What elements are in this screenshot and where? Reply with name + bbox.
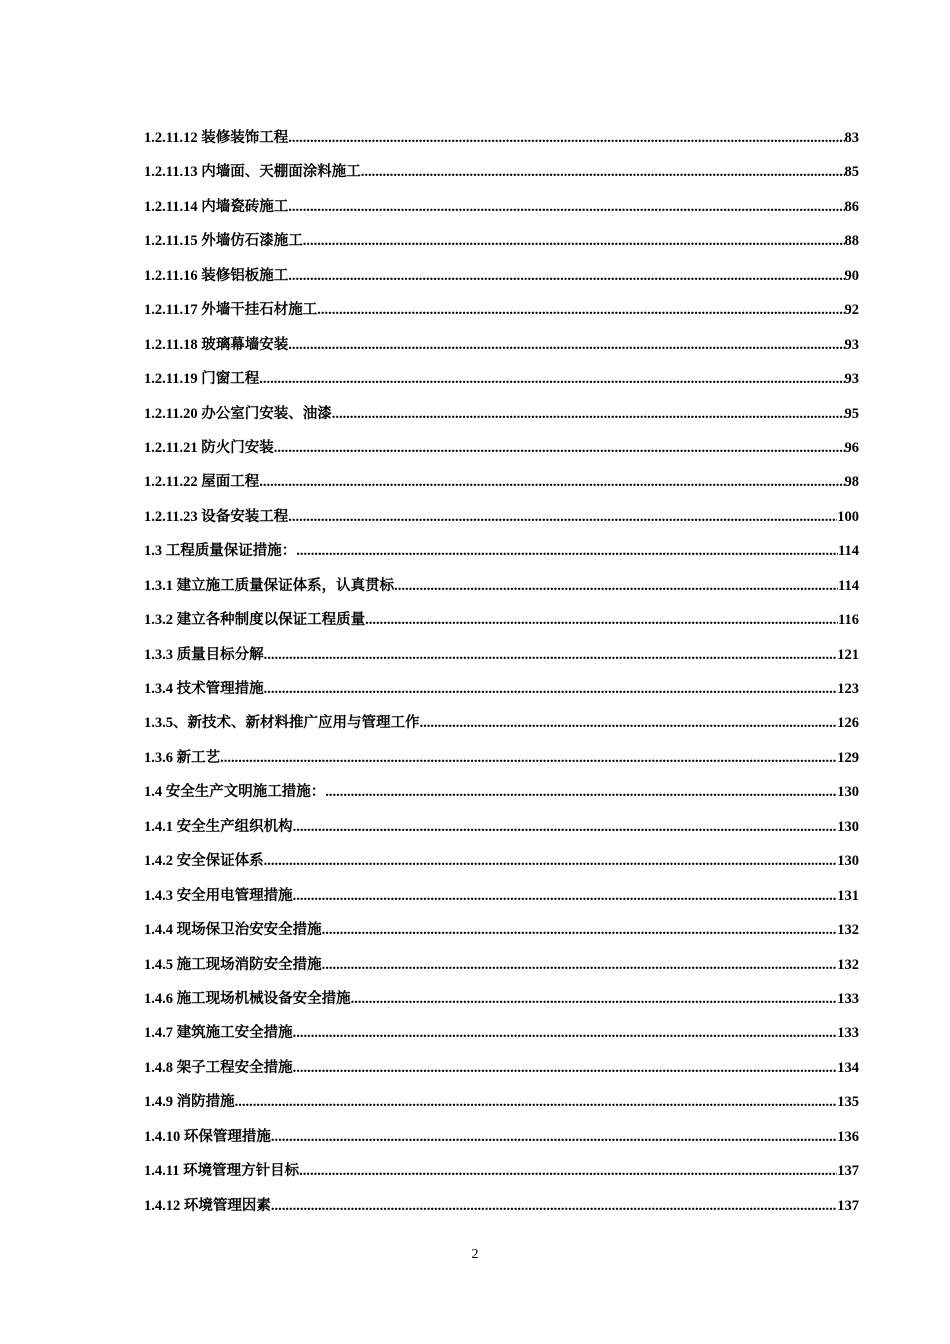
toc-entry[interactable] (144, 1120, 859, 1154)
toc-entry-title: 1.3 工程质量保证措施： (144, 543, 297, 560)
toc-entry-title: 1.3.1 建立施工质量保证体系，认真贯标 (144, 577, 395, 594)
toc-leader-dots (274, 431, 845, 465)
toc-entry-page: 92 (844, 302, 859, 319)
toc-entry[interactable] (144, 224, 859, 258)
toc-leader-dots (293, 810, 838, 844)
toc-leader-dots (317, 293, 844, 327)
toc-entry-title: 1.4.11 环境管理方针目标 (144, 1163, 300, 1180)
toc-leader-dots (264, 672, 838, 706)
toc-entry-page: 90 (844, 267, 859, 284)
toc-entry[interactable] (144, 706, 859, 740)
toc-entry-title: 1.2.11.19 门窗工程 (144, 371, 260, 388)
toc-leader-dots (288, 259, 844, 293)
toc-entry-title: 1.4.4 现场保卫治安安全措施 (144, 922, 322, 939)
toc-entry-title: 1.2.11.22 屋面工程 (144, 474, 260, 491)
toc-leader-dots (303, 224, 845, 258)
toc-entry-page: 93 (844, 371, 859, 388)
table-of-contents (144, 121, 859, 1223)
toc-entry-title: 1.2.11.15 外墙仿石漆施工 (144, 233, 303, 250)
toc-entry-page: 100 (837, 508, 859, 525)
toc-entry[interactable] (144, 982, 859, 1016)
toc-entry-page: 126 (837, 715, 859, 732)
toc-leader-dots (271, 1189, 837, 1223)
page-number: 2 (471, 1247, 479, 1262)
toc-entry-title: 1.3.4 技术管理措施 (144, 681, 264, 697)
toc-entry-title: 1.4.5 施工现场消防安全措施 (144, 956, 322, 973)
toc-entry-page: 132 (837, 956, 859, 973)
toc-entry-title: 1.2.11.21 防火门安装 (144, 439, 274, 456)
toc-entry-page: 130 (837, 818, 859, 835)
toc-entry-page: 134 (837, 1059, 859, 1076)
toc-entry-page: 135 (837, 1094, 859, 1111)
toc-entry-page: 131 (837, 887, 859, 904)
toc-entry-page: 130 (837, 784, 859, 801)
toc-entry-title: 1.3.2 建立各种制度以保证工程质量 (144, 612, 366, 629)
toc-entry-page: 133 (837, 1025, 859, 1042)
toc-entry-page: 95 (844, 405, 859, 422)
toc-entry[interactable] (144, 362, 859, 396)
toc-entry[interactable] (144, 293, 859, 327)
toc-leader-dots (288, 500, 837, 534)
toc-entry-page: 133 (837, 990, 859, 1007)
toc-entry-page: 137 (837, 1163, 859, 1180)
toc-entry-title: 1.4.10 环保管理措施 (144, 1128, 271, 1145)
toc-leader-dots (288, 190, 844, 224)
toc-entry-page: 88 (844, 233, 859, 250)
toc-entry-title: 1.4.9 消防措施 (144, 1094, 235, 1111)
toc-entry-page: 136 (837, 1128, 859, 1145)
toc-entry-title: 1.2.11.20 办公室门安装、油漆 (144, 405, 332, 422)
toc-leader-dots (220, 741, 837, 775)
toc-entry[interactable] (144, 397, 859, 431)
toc-entry[interactable] (144, 1189, 859, 1223)
toc-entry[interactable] (144, 879, 859, 913)
toc-entry[interactable] (144, 775, 859, 809)
toc-entry[interactable] (144, 672, 859, 706)
toc-entry-title: 1.3.5、新技术、新材料推广应用与管理工作 (144, 715, 420, 732)
toc-entry-title: 1.4.3 安全用电管理措施 (144, 887, 293, 904)
toc-entry[interactable] (144, 534, 859, 568)
toc-entry-page: 86 (844, 198, 859, 215)
toc-entry[interactable] (144, 190, 859, 224)
toc-entry-title: 1.3.3 质量目标分解 (144, 646, 264, 663)
toc-entry-title: 1.4.6 施工现场机械设备安全措施 (144, 990, 351, 1007)
toc-entry-title: 1.3.6 新工艺 (144, 749, 221, 766)
toc-leader-dots (420, 706, 838, 740)
toc-entry-page: 129 (837, 749, 859, 766)
toc-entry-page: 123 (837, 681, 859, 697)
toc-leader-dots (296, 534, 838, 568)
toc-entry-page: 96 (844, 439, 859, 456)
toc-entry[interactable] (144, 259, 859, 293)
toc-entry[interactable] (144, 500, 859, 534)
toc-entry[interactable] (144, 431, 859, 465)
toc-entry-title: 1.2.11.18 玻璃幕墙安装 (144, 336, 289, 353)
toc-entry[interactable] (144, 155, 859, 189)
toc-entry-title: 1.2.11.16 装修铝板施工 (144, 267, 289, 284)
toc-leader-dots (365, 603, 838, 637)
toc-entry-page: 114 (838, 577, 859, 594)
toc-entry[interactable] (144, 913, 859, 947)
toc-entry-title: 1.2.11.13 内墙面、天棚面涂料施工 (144, 164, 361, 181)
toc-entry-title: 1.4.2 安全保证体系 (144, 853, 264, 870)
toc-entry[interactable] (144, 328, 859, 362)
toc-leader-dots (235, 1085, 838, 1119)
toc-leader-dots (288, 328, 844, 362)
toc-leader-dots (361, 155, 845, 189)
toc-leader-dots (259, 465, 844, 499)
toc-leader-dots (293, 1051, 838, 1085)
toc-entry[interactable] (144, 948, 859, 982)
toc-entry-page: 121 (837, 646, 859, 663)
toc-entry[interactable] (144, 1016, 859, 1050)
toc-entry-page: 132 (837, 922, 859, 939)
toc-entry-title: 1.4.1 安全生产组织机构 (144, 818, 293, 835)
toc-entry-title: 1.4.7 建筑施工安全措施 (144, 1025, 293, 1042)
toc-leader-dots (322, 913, 838, 947)
toc-leader-dots (288, 121, 844, 155)
toc-entry[interactable] (144, 638, 859, 672)
toc-leader-dots (264, 638, 838, 672)
toc-entry-page: 130 (837, 853, 859, 870)
toc-entry-page: 116 (838, 612, 859, 629)
toc-leader-dots (293, 1016, 838, 1050)
toc-entry[interactable] (144, 810, 859, 844)
toc-entry-page: 93 (844, 336, 859, 353)
toc-entry-title: 1.2.11.12 装修装饰工程 (144, 130, 289, 146)
toc-entry-page: 137 (837, 1197, 859, 1214)
toc-entry-title: 1.4.8 架子工程安全措施 (144, 1059, 293, 1076)
toc-leader-dots (264, 844, 838, 878)
toc-leader-dots (271, 1120, 837, 1154)
toc-leader-dots (325, 775, 837, 809)
toc-entry[interactable] (144, 1154, 859, 1188)
toc-entry[interactable] (144, 1085, 859, 1119)
toc-leader-dots (351, 982, 838, 1016)
toc-entry[interactable] (144, 1051, 859, 1085)
toc-entry-page: 85 (844, 164, 859, 181)
toc-entry[interactable] (144, 741, 859, 775)
toc-leader-dots (293, 879, 838, 913)
toc-entry-page: 114 (838, 543, 859, 560)
toc-leader-dots (394, 569, 838, 603)
toc-entry-title: 1.2.11.23 设备安装工程 (144, 508, 289, 525)
toc-entry-title: 1.2.11.17 外墙干挂石材施工 (144, 302, 318, 319)
toc-entry-title: 1.4 安全生产文明施工措施： (144, 784, 326, 801)
toc-entry-title: 1.2.11.14 内墙瓷砖施工 (144, 198, 289, 215)
toc-entry[interactable] (144, 603, 859, 637)
toc-leader-dots (322, 948, 838, 982)
toc-entry[interactable] (144, 465, 859, 499)
toc-leader-dots (299, 1154, 837, 1188)
toc-entry-title: 1.4.12 环境管理因素 (144, 1197, 271, 1214)
toc-entry-page: 83 (844, 130, 859, 146)
toc-leader-dots (259, 362, 844, 396)
toc-entry-page: 98 (844, 474, 859, 491)
toc-entry[interactable] (144, 844, 859, 878)
toc-entry[interactable] (144, 121, 859, 155)
toc-entry[interactable] (144, 569, 859, 603)
toc-leader-dots (332, 397, 845, 431)
